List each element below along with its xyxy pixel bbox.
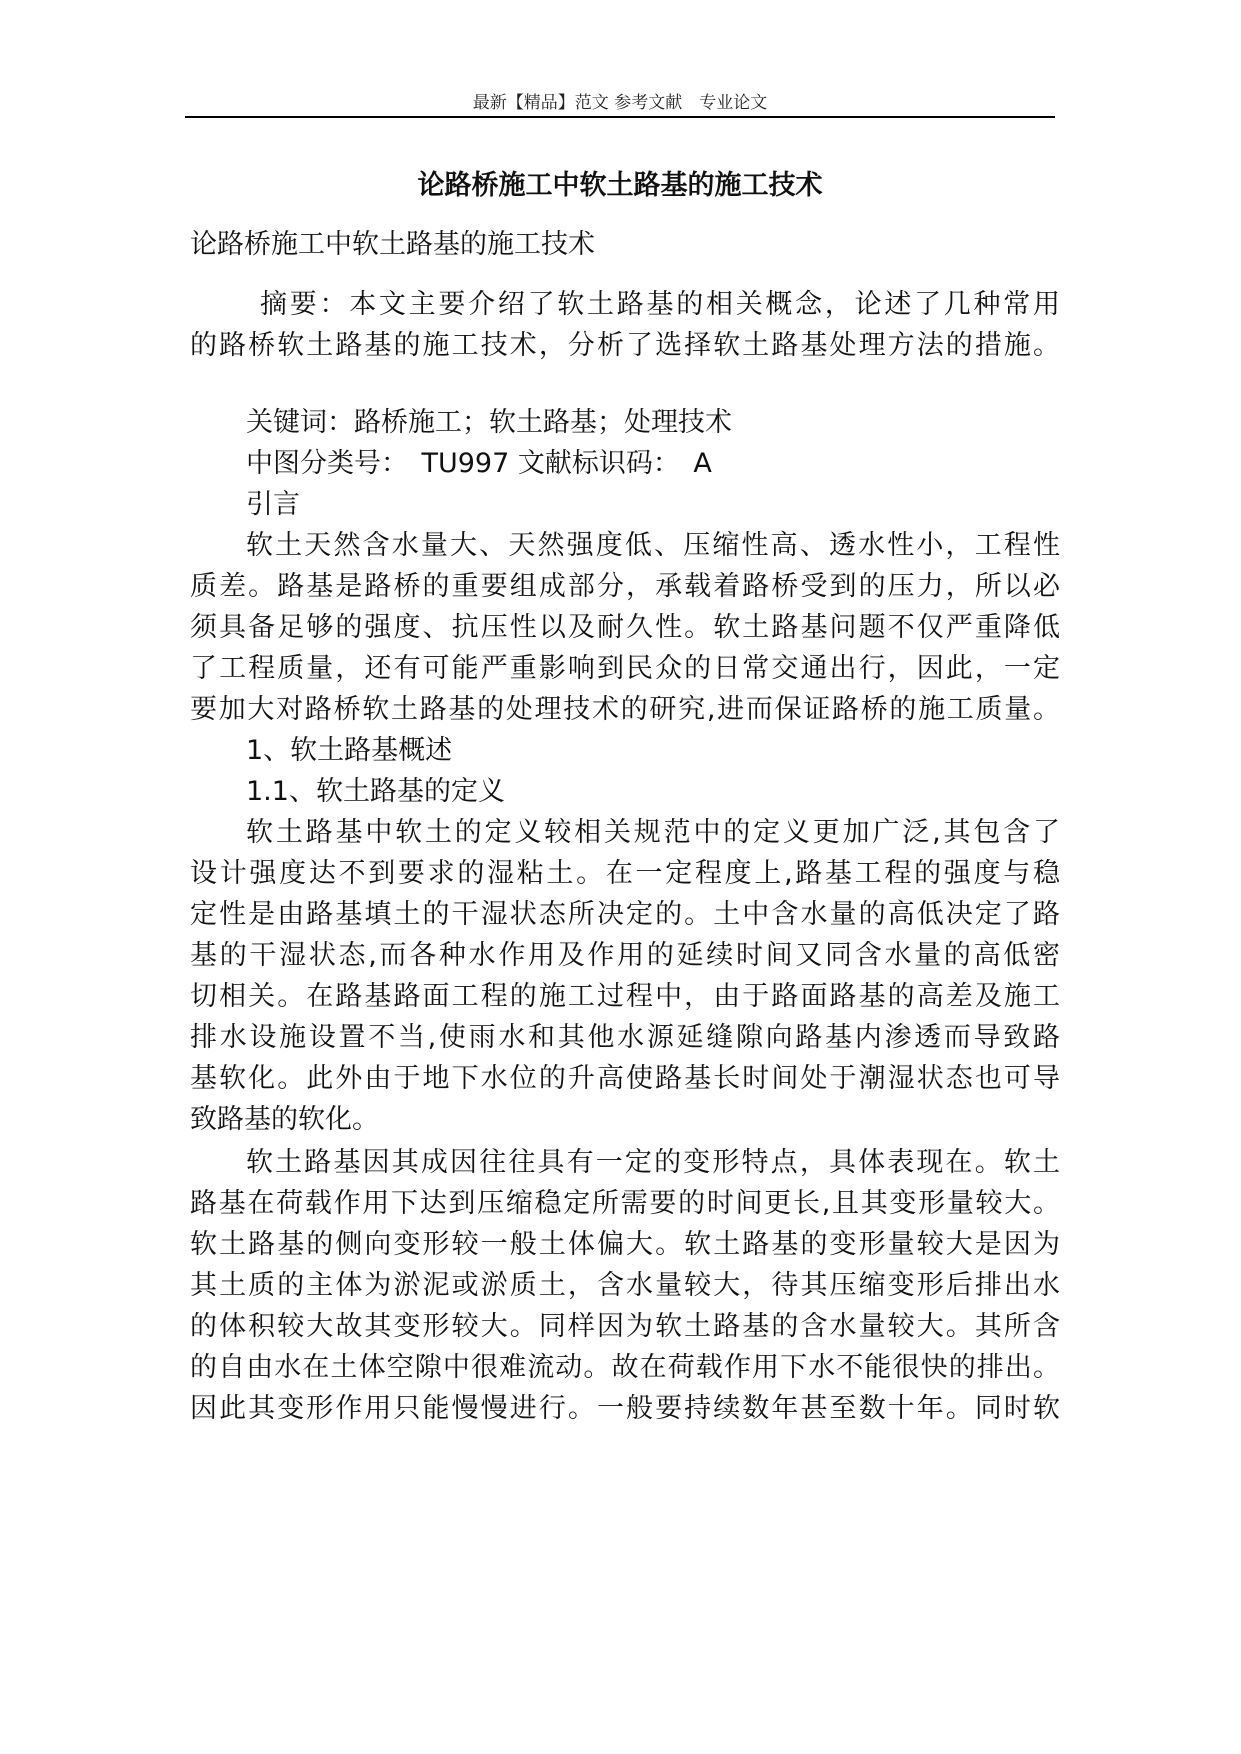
intro-paragraph (190, 525, 1060, 812)
paragraph-deformation (190, 1142, 1060, 1429)
classification: 中图分类号： TU997 文献标识码： A (246, 448, 712, 479)
document-subtitle: 论路桥施工中软土路基的施工技术 (190, 229, 595, 260)
text-line: 的体积较大故其变形较大。同样因为软土路基的含水量较大。其所含 (190, 1311, 1060, 1342)
intro-heading: 引言 (246, 489, 300, 520)
text-line: 的自由水在土体空隙中很难流动。故在荷载作用下水不能很快的排出。 (190, 1352, 1060, 1383)
text-line: 软土路基中软土的定义较相关规范中的定义更加广泛,其包含了 (246, 817, 1060, 848)
text-line: 要加大对路桥软土路基的处理技术的研究,进而保证路桥的施工质量。 (190, 694, 1060, 725)
text-line: 了工程质量，还有可能严重影响到民众的日常交通出行，因此，一定 (190, 653, 1060, 684)
page-header: 最新【精品】范文 参考文献 专业论文 (472, 93, 768, 113)
document-title: 论路桥施工中软土路基的施工技术 (417, 170, 823, 201)
text-line: 其土质的主体为淤泥或淤质土，含水量较大，待其压缩变形后排出水 (190, 1270, 1060, 1301)
text-line: 须具备足够的强度、抗压性以及耐久性。软土路基问题不仅严重降低 (190, 612, 1060, 643)
subsection-heading: 1.1、软土路基的定义 (246, 776, 505, 807)
text-line: 基的干湿状态,而各种水作用及作用的延续时间又同含水量的高低密 (190, 940, 1060, 971)
text-line: 路基在荷载作用下达到压缩稳定所需要的时间更长,且其变形量较大。 (190, 1188, 1060, 1219)
text-line: 基软化。此外由于地下水位的升高使路基长时间处于潮湿状态也可导 (190, 1063, 1060, 1094)
abstract-line: 的路桥软土路基的施工技术，分析了选择软土路基处理方法的措施。 (190, 330, 1060, 361)
meta-block (190, 402, 1060, 525)
paragraph-definition (190, 812, 1060, 1140)
text-line: 致路基的软化。 (190, 1104, 379, 1135)
abstract-line: 摘要：本文主要介绍了软土路基的相关概念，论述了几种常用 (260, 289, 1060, 320)
text-line: 软土路基因其成因往往具有一定的变形特点，具体表现在。软土 (246, 1147, 1060, 1178)
keywords: 关键词：路桥施工；软土路基；处理技术 (246, 407, 732, 438)
text-line: 软土天然含水量大、天然强度低、压缩性高、透水性小，工程性 (246, 530, 1060, 561)
text-line: 排水设施设置不当,使雨水和其他水源延缝隙向路基内渗透而导致路 (190, 1022, 1060, 1053)
text-line: 因此其变形作用只能慢慢进行。一般要持续数年甚至数十年。同时软 (190, 1393, 1060, 1424)
text-line: 定性是由路基填土的干湿状态所决定的。土中含水量的高低决定了路 (190, 899, 1060, 930)
header-divider (185, 116, 1055, 118)
text-line: 设计强度达不到要求的湿粘土。在一定程度上,路基工程的强度与稳 (190, 858, 1060, 889)
abstract (190, 284, 1060, 366)
section-heading: 1、软土路基概述 (246, 735, 453, 766)
text-line: 软土路基的侧向变形较一般土体偏大。软土路基的变形量较大是因为 (190, 1229, 1060, 1260)
text-line: 质差。路基是路桥的重要组成部分，承载着路桥受到的压力，所以必 (190, 571, 1060, 602)
text-line: 切相关。在路基路面工程的施工过程中，由于路面路基的高差及施工 (190, 981, 1060, 1012)
